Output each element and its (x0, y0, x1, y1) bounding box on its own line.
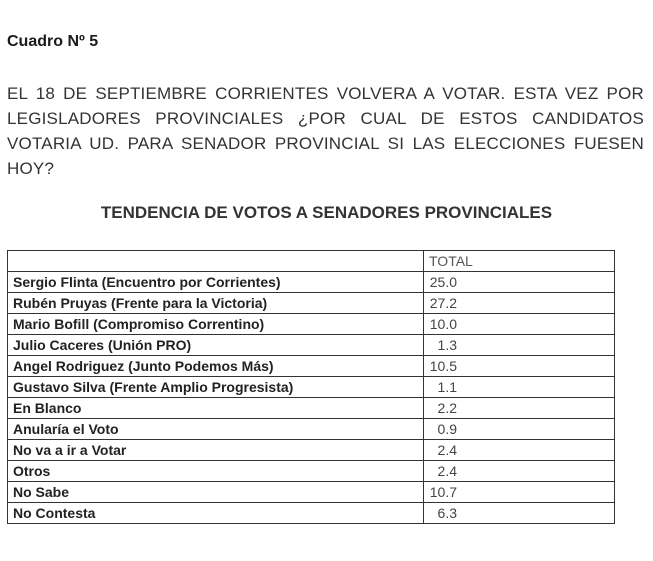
results-table (7, 250, 615, 524)
candidate-label: Julio Caceres (Unión PRO) (8, 335, 424, 356)
total-cell (424, 419, 615, 440)
total-cell (424, 440, 615, 461)
table-body (8, 272, 615, 524)
total-value: 27.2 (429, 295, 457, 311)
candidate-label: No Contesta (8, 503, 424, 524)
total-cell (424, 398, 615, 419)
total-cell (424, 293, 615, 314)
candidate-label: No va a ir a Votar (8, 440, 424, 461)
candidate-label: No Sabe (8, 482, 424, 503)
candidate-label: Rubén Pruyas (Frente para la Victoria) (8, 293, 424, 314)
total-cell (424, 314, 615, 335)
table-row (8, 398, 615, 419)
column-header-total: TOTAL (424, 251, 615, 272)
total-value: 1.1 (437, 379, 457, 395)
table-row (8, 356, 615, 377)
total-value: 10.0 (429, 316, 457, 332)
candidate-label: Anularía el Voto (8, 419, 424, 440)
total-value: 0.9 (437, 421, 457, 437)
candidate-label: Sergio Flinta (Encuentro por Corrientes) (8, 272, 424, 293)
table-row (8, 482, 615, 503)
total-cell (424, 377, 615, 398)
table-row (8, 503, 615, 524)
table-row (8, 419, 615, 440)
total-cell (424, 482, 615, 503)
candidate-label: En Blanco (8, 398, 424, 419)
survey-question: EL 18 DE SEPTIEMBRE CORRIENTES VOLVERA A VOTAR. ESTA VEZ POR LEGISLADORES PROVINCIALES ¿POR CUAL DE ESTOS CANDIDATOS VOTARIA UD. PARA SENADOR PROVINCIAL SI LAS ELECCIONES FUESEN HOY? (7, 84, 644, 178)
candidate-label: Mario Bofill (Compromiso Correntino) (8, 314, 424, 335)
column-header-label (8, 251, 424, 272)
candidate-label: Angel Rodriguez (Junto Podemos Más) (8, 356, 424, 377)
table-row (8, 272, 615, 293)
table-row (8, 377, 615, 398)
total-cell (424, 272, 615, 293)
total-cell (424, 461, 615, 482)
total-value: 10.5 (429, 358, 457, 374)
total-cell (424, 503, 615, 524)
total-cell (424, 335, 615, 356)
table-row (8, 440, 615, 461)
total-value: 2.4 (437, 442, 457, 458)
total-value: 10.7 (429, 484, 457, 500)
table-row (8, 461, 615, 482)
table-row (8, 314, 615, 335)
table-row (8, 293, 615, 314)
total-value: 1.3 (437, 337, 457, 353)
total-value: 2.4 (437, 463, 457, 479)
total-value: 6.3 (437, 505, 457, 521)
table-title: TENDENCIA DE VOTOS A SENADORES PROVINCIALES (100, 203, 553, 222)
total-value: 25.0 (429, 274, 457, 290)
total-cell (424, 356, 615, 377)
table-row (8, 335, 615, 356)
candidate-label: Otros (8, 461, 424, 482)
candidate-label: Gustavo Silva (Frente Amplio Progresista) (8, 377, 424, 398)
table-header-row (8, 251, 615, 272)
total-value: 2.2 (437, 400, 457, 416)
document-heading: Cuadro Nº 5 (7, 33, 99, 50)
